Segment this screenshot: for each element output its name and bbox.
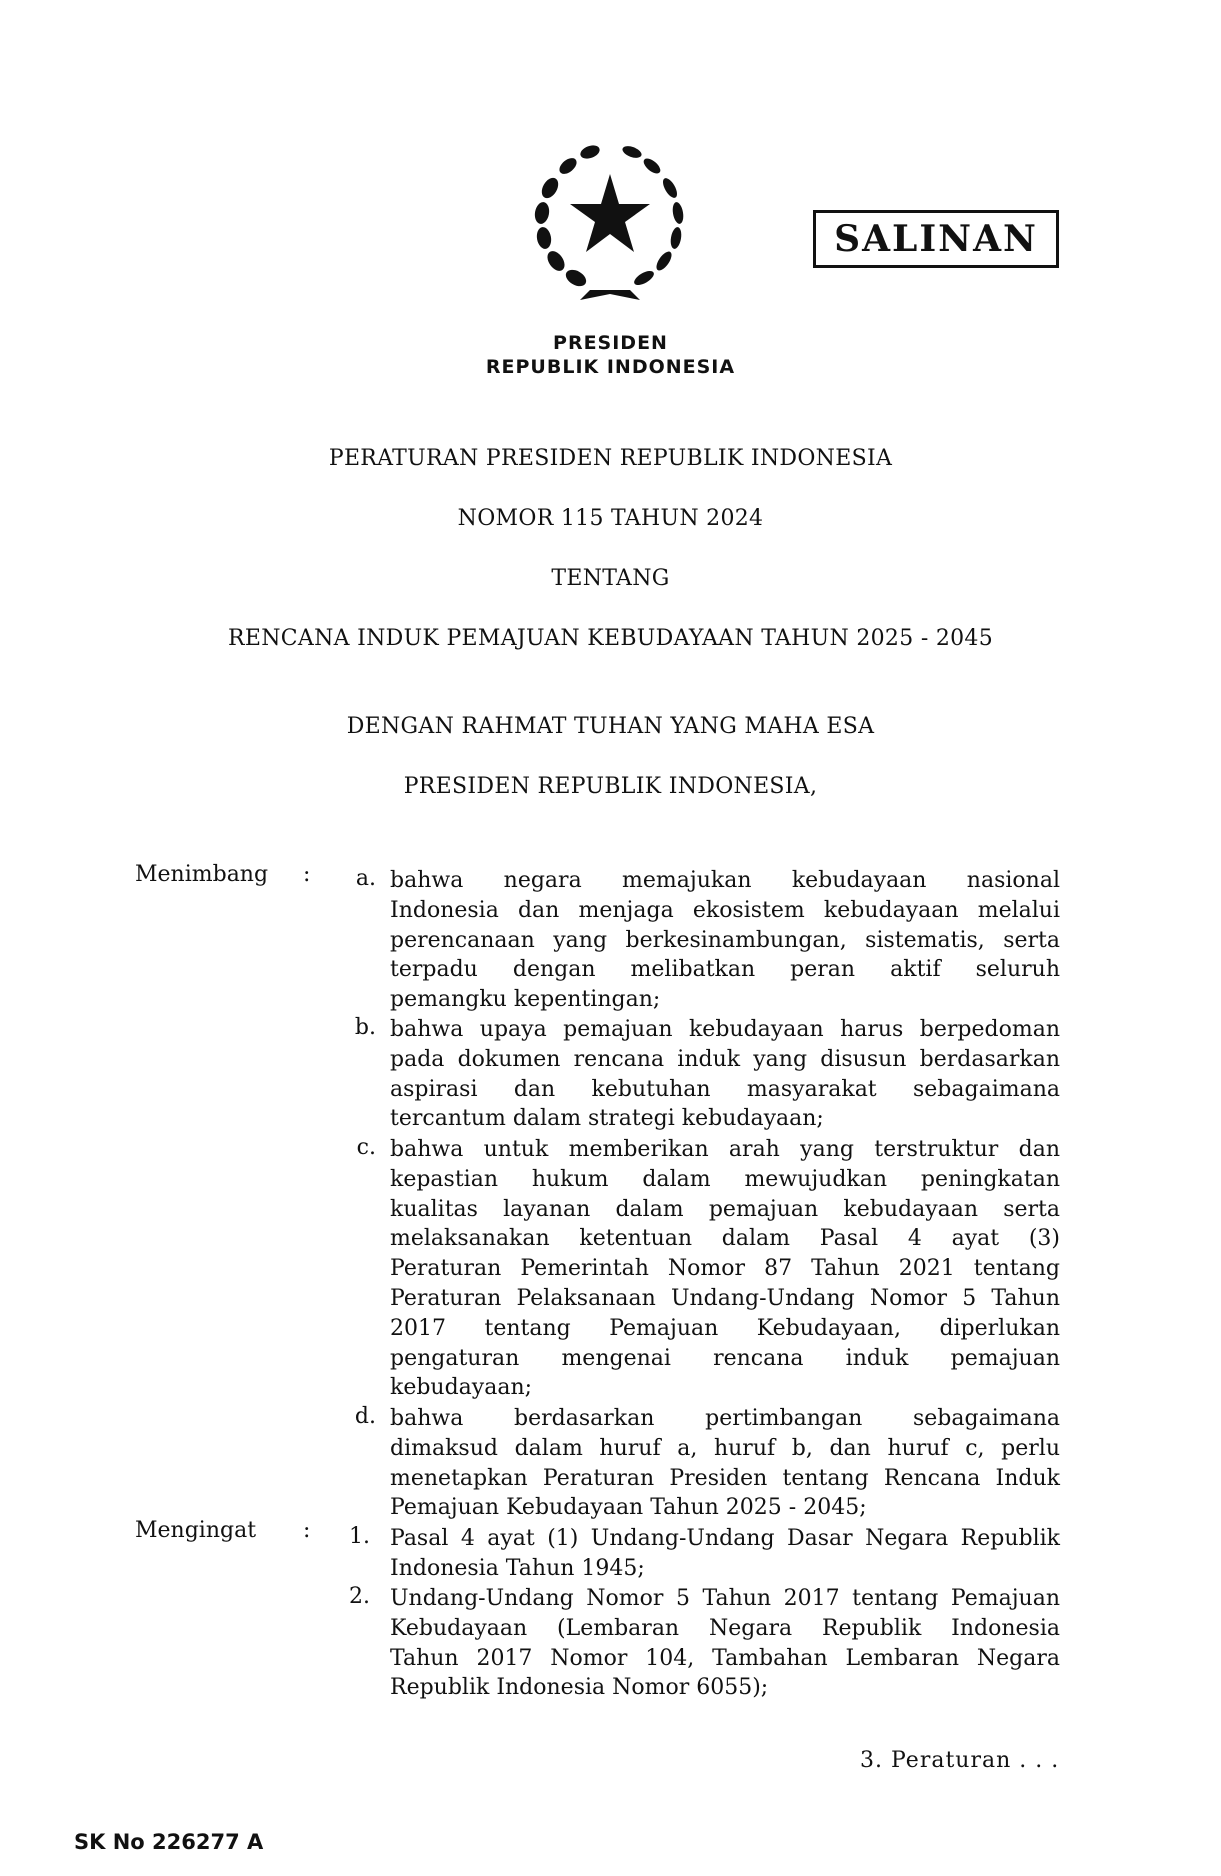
menimbang-item-a: [390, 866, 1060, 1015]
mengingat-label: Mengingat: [135, 1518, 257, 1543]
menimbang-label: Menimbang: [135, 862, 269, 887]
text-line: Peraturan Pelaksanaan Undang-Undang Nomor 5 Tahun: [390, 1285, 1060, 1311]
text-line: Republik Indonesia Nomor 6055);: [390, 1675, 769, 1701]
item-mark: d.: [354, 1404, 376, 1429]
text-line: perencanaan yang berkesinambungan, sistematis, serta: [390, 927, 1060, 953]
regulation-number: NOMOR 115 TAHUN 2024: [457, 506, 764, 531]
text-line: kualitas layanan dalam pemajuan kebudayaan serta: [390, 1196, 1060, 1222]
item-mark: 2.: [349, 1584, 370, 1609]
text-line: Undang-Undang Nomor 5 Tahun 2017 tentang Pemajuan: [390, 1586, 1060, 1611]
text-line: bahwa berdasarkan pertimbangan sebagaimana: [390, 1406, 1060, 1431]
text-line: Indonesia dan menjaga ekosistem kebudayaan melalui: [390, 897, 1060, 923]
menimbang-colon: :: [303, 862, 311, 887]
emblem-svg: [520, 128, 700, 308]
item-mark: a.: [355, 866, 376, 891]
text-line: pengaturan mengenai rencana induk pemajuan: [390, 1345, 1060, 1371]
mengingat-colon: :: [303, 1518, 311, 1543]
regulation-title: PERATURAN PRESIDEN REPUBLIK INDONESIA: [328, 446, 893, 471]
text-line: bahwa negara memajukan kebudayaan nasional: [390, 868, 1060, 893]
text-line: Kebudayaan (Lembaran Negara Republik Indonesia: [390, 1615, 1060, 1641]
text-line: 2017 tentang Pemajuan Kebudayaan, diperlukan: [390, 1315, 1060, 1341]
text-line: Pemajuan Kebudayaan Tahun 2025 - 2045;: [390, 1495, 867, 1521]
menimbang-item-b: [390, 1015, 1060, 1134]
text-line: Peraturan Pemerintah Nomor 87 Tahun 2021 tentang: [390, 1256, 1060, 1282]
header-republic: REPUBLIK INDONESIA: [485, 356, 736, 378]
text-line: pemangku kepentingan;: [390, 987, 661, 1013]
preamble-president: PRESIDEN REPUBLIK INDONESIA,: [403, 774, 818, 799]
text-line: kepastian hukum dalam mewujudkan peningkatan: [390, 1166, 1060, 1192]
text-line: aspirasi dan kebutuhan masyarakat sebagaimana: [390, 1076, 1060, 1102]
text-line: tercantum dalam strategi kebudayaan;: [390, 1106, 824, 1132]
item-mark: c.: [356, 1135, 376, 1160]
text-line: Pasal 4 ayat (1) Undang-Undang Dasar Negara Republik: [390, 1526, 1060, 1551]
text-line: dimaksud dalam huruf a, huruf b, dan huruf c, perlu: [390, 1435, 1060, 1461]
salinan-stamp: [813, 210, 1059, 268]
item-mark: b.: [354, 1015, 376, 1040]
menimbang-item-c: [390, 1135, 1060, 1403]
mengingat-item-2: [390, 1584, 1060, 1703]
text-line: kebudayaan;: [390, 1375, 533, 1401]
footer-sk-number: SK No 226277 A: [74, 1830, 264, 1854]
regulation-about: TENTANG: [551, 566, 670, 591]
text-line: pada dokumen rencana induk yang disusun berdasarkan: [390, 1046, 1060, 1072]
text-line: bahwa untuk memberikan arah yang terstruktur dan: [390, 1137, 1060, 1162]
preamble-blessing: DENGAN RAHMAT TUHAN YANG MAHA ESA: [346, 714, 875, 739]
header-president: PRESIDEN: [553, 332, 668, 354]
text-line: bahwa upaya pemajuan kebudayaan harus berpedoman: [390, 1017, 1060, 1042]
stamp-text: SALINAN: [834, 218, 1038, 260]
regulation-subject: RENCANA INDUK PEMAJUAN KEBUDAYAAN TAHUN 2025 - 2045: [227, 626, 994, 651]
continuation-marker: 3. Peraturan . . .: [860, 1748, 1060, 1773]
garuda-star-emblem-icon: [520, 128, 700, 308]
text-line: terpadu dengan melibatkan peran aktif seluruh: [390, 957, 1060, 983]
text-line: melaksanakan ketentuan dalam Pasal 4 ayat (3): [390, 1226, 1060, 1252]
menimbang-item-d: [390, 1404, 1060, 1523]
text-line: Indonesia Tahun 1945;: [390, 1555, 645, 1581]
item-mark: 1.: [349, 1524, 370, 1549]
text-line: menetapkan Peraturan Presiden tentang Rencana Induk: [390, 1465, 1060, 1491]
mengingat-item-1: [390, 1524, 1060, 1584]
text-line: Tahun 2017 Nomor 104, Tambahan Lembaran Negara: [390, 1645, 1060, 1671]
